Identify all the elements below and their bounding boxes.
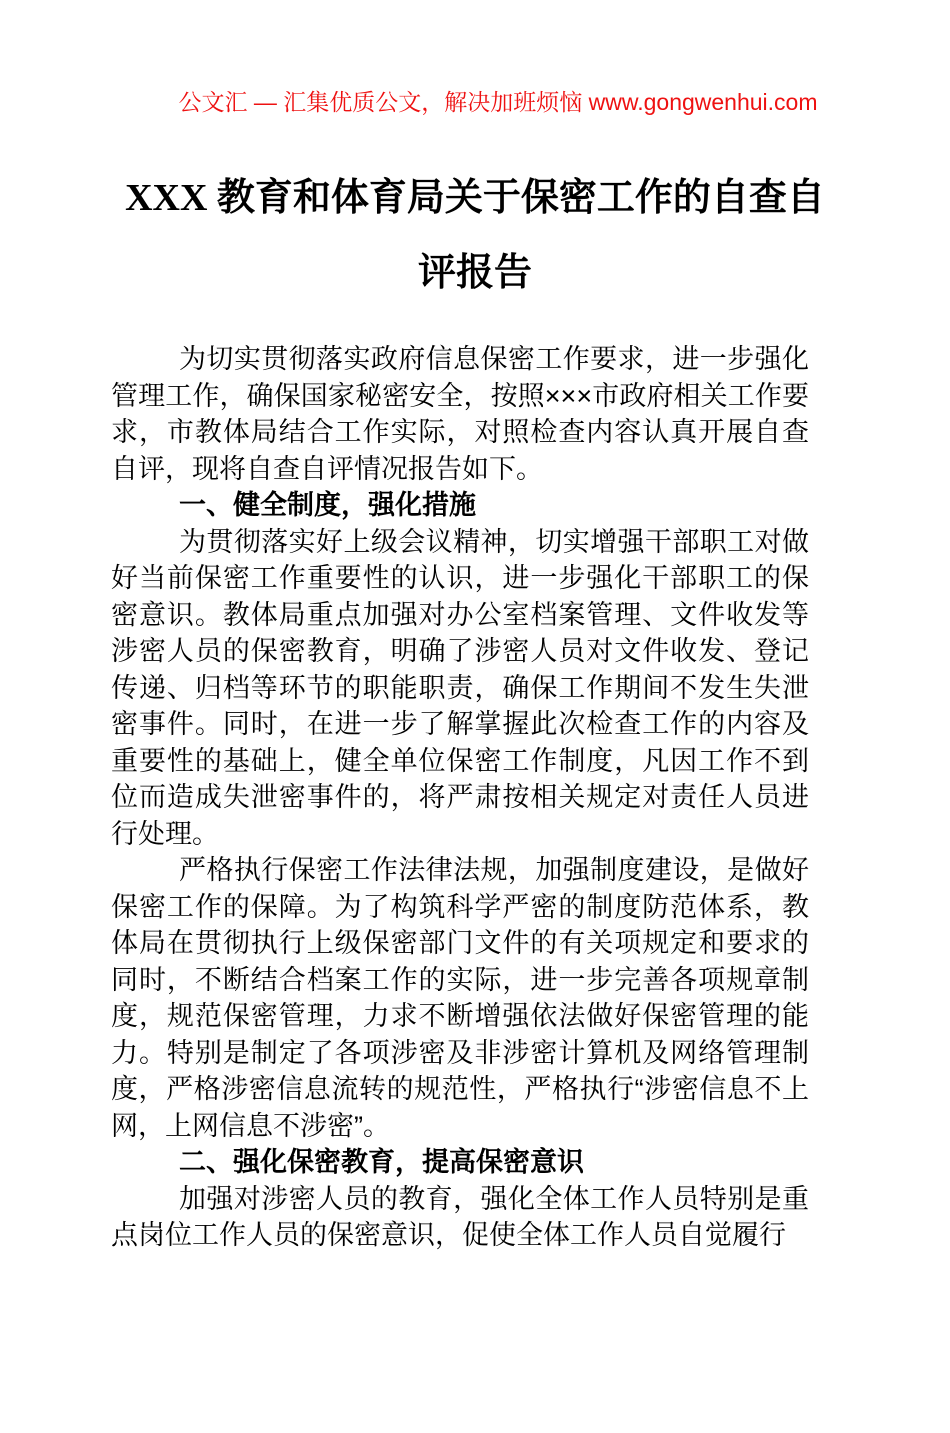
body-paragraph: 为贯彻落实好上级会议精神，切实增强干部职工对做好当前保密工作重要性的认识，进一步强化干部职工的保密意识。教体局重点加强对办公室档案管理、文件收发等涉密人员的保密教育，明确了涉密人员对文件收发、登记传递、归档等环节的职能职责，确保工作期间不发生失泄密事件。同时，在进一步了解掌握此次检查工作的内容及重要性的基础上，健全单位保密工作制度，凡因工作不到位而造成失泄密事件的，将严肃按相关规定对责任人员进行处理。 bbox=[111, 526, 809, 849]
body-paragraph: 加强对涉密人员的教育，强化全体工作人员特别是重点岗位工作人员的保密意识，促使全体工作人员自觉履行 bbox=[111, 1183, 809, 1250]
document-body bbox=[111, 341, 809, 1254]
body-paragraph: 为切实贯彻落实政府信息保密工作要求，进一步强化管理工作，确保国家秘密安全，按照×××市政府相关工作要求，市教体局结合工作实际，对照检查内容认真开展自查自评，现将自查自评情况报告如下。 bbox=[111, 344, 809, 484]
section-heading: 二、强化保密教育，提高保密意识 bbox=[179, 1147, 584, 1177]
document-title: XXX 教育和体育局关于保密工作的自查自评报告 bbox=[125, 177, 825, 294]
watermark-header: 公文汇 — 汇集优质公文，解决加班烦恼 www.gongwenhui.com bbox=[178, 89, 818, 115]
body-paragraph: 严格执行保密工作法律法规，加强制度建设，是做好保密工作的保障。为了构筑科学严密的制度防范体系，教体局在贯彻执行上级保密部门文件的有关项规定和要求的同时，不断结合档案工作的实际，进一步完善各项规章制度，规范保密管理，力求不断增强依法做好保密管理的能力。特别是制定了各项涉密及非涉密计算机及网络管理制度，严格涉密信息流转的规范性，严格执行“涉密信息不上网，上网信息不涉密”。 bbox=[111, 855, 809, 1141]
document-page bbox=[0, 89, 950, 1433]
section-heading: 一、健全制度，强化措施 bbox=[179, 490, 476, 520]
